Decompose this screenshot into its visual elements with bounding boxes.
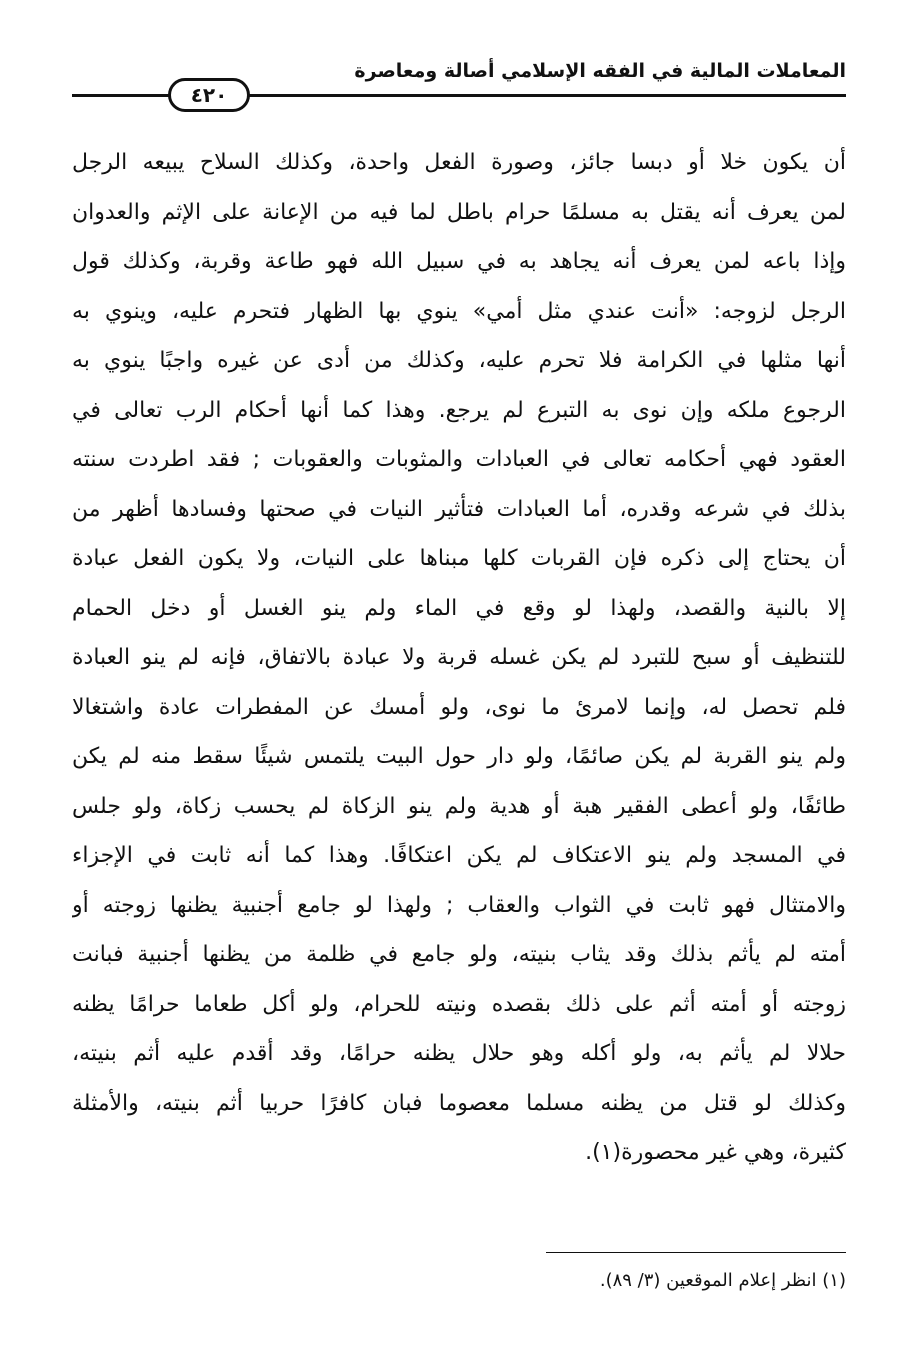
text-line-last: كثيرة، وهي غير محصورة(١). [585,1140,846,1165]
text-line: العقود فهي أحكامه تعالى في العبادات والمثوبات والعقوبات ; فقد اطردت سنته [72,447,846,472]
footnote-separator [546,1252,846,1253]
text-line: والامتثال فهو ثابت في الثواب والعقاب ; ولهذا لو جامع أجنبية يظنها زوجته أو [72,892,846,918]
running-title: المعاملات المالية في الفقه الإسلامي أصالة ومعاصرة [354,60,846,82]
text-line: وإذا باعه لمن يعرف أنه يجاهد به في سبيل الله فهو طاعة وقربة، وكذلك قول [72,249,846,274]
footnote: (١) انظر إعلام الموقعين (٣/ ٨٩). [599,1270,846,1291]
text-line: زوجته أو أمته أثم على ذلك بقصده ونيته للحرام، ولو أكل طعاما حرامًا يظنه [72,991,846,1017]
text-line: الرجوع ملكه وإن نوى به التبرع لم يرجع. وهذا كما أنها أحكام الرب تعالى في [72,397,846,423]
text-line: أمته لم يأثم بذلك وقد يثاب بنيته، ولو جامع في ظلمة من يظنها أجنبية فبانت [72,942,846,967]
page-number: ٤٢٠ [190,83,228,107]
text-line: أن يحتاج إلى ذكره فإن القربات كلها مبناها على النيات، ولا يكون الفعل عبادة [72,546,846,571]
text-line: إلا بالنية والقصد، ولهذا لو وقع في الماء ولم ينو الغسل أو دخل الحمام [72,595,846,621]
text-line: حلالا لم يأثم به، ولو أكله وهو حلال يظنه حرامًا، وقد أقدم عليه أثم بنيته، [72,1041,846,1066]
text-line: وكذلك لو قتل من يظنه مسلما معصوما فبان كافرًا حربيا أثم بنيته، والأمثلة [72,1090,846,1116]
text-line: فلم تحصل له، وإنما لامرئ ما نوى، ولو أمسك عن المفطرات عادة واشتغالا [72,694,846,720]
text-line: لمن يعرف أنه يقتل به مسلمًا حرام باطل لما فيه من الإعانة على الإثم والعدوان [72,199,846,225]
text-line: بذلك في شرعه وقدره، أما العبادات فتأثير النيات في صحتها وفسادها أظهر من [72,496,846,522]
text-line: الرجل لزوجه: «أنت عندي مثل أمي» ينوي بها الظهار فتحرم عليه، وينوي به [72,298,846,324]
text-line: في المسجد ولم ينو الاعتكاف لم يكن اعتكافًا. وهذا كما أنه ثابت في الإجزاء [72,843,846,868]
text-line: للتنظيف أو سبح للتبرد لم يكن غسله قربة ولا عبادة بالاتفاق، فإنه لم ينو العبادة [72,645,846,670]
page-header [72,54,846,110]
text-line: ولم ينو القربة لم يكن صائمًا، ولو دار حول البيت يلتمس شيئًا سقط منه لم يكن [72,744,846,769]
page-number-frame [168,78,250,112]
text-line: أنها مثلها في الكرامة فلا تحرم عليه، وكذلك من أدى عن غيره واجبًا ينوي به [72,348,846,373]
body-text [72,138,846,1178]
text-line: أن يكون خلا أو دبسا جائز، وصورة الفعل واحدة، وكذلك السلاح يبيعه الرجل [72,150,846,175]
text-line: طائفًا، ولو أعطى الفقير هبة أو هدية ولم ينو الزكاة لم يحسب زكاة، ولو جلس [72,793,846,819]
